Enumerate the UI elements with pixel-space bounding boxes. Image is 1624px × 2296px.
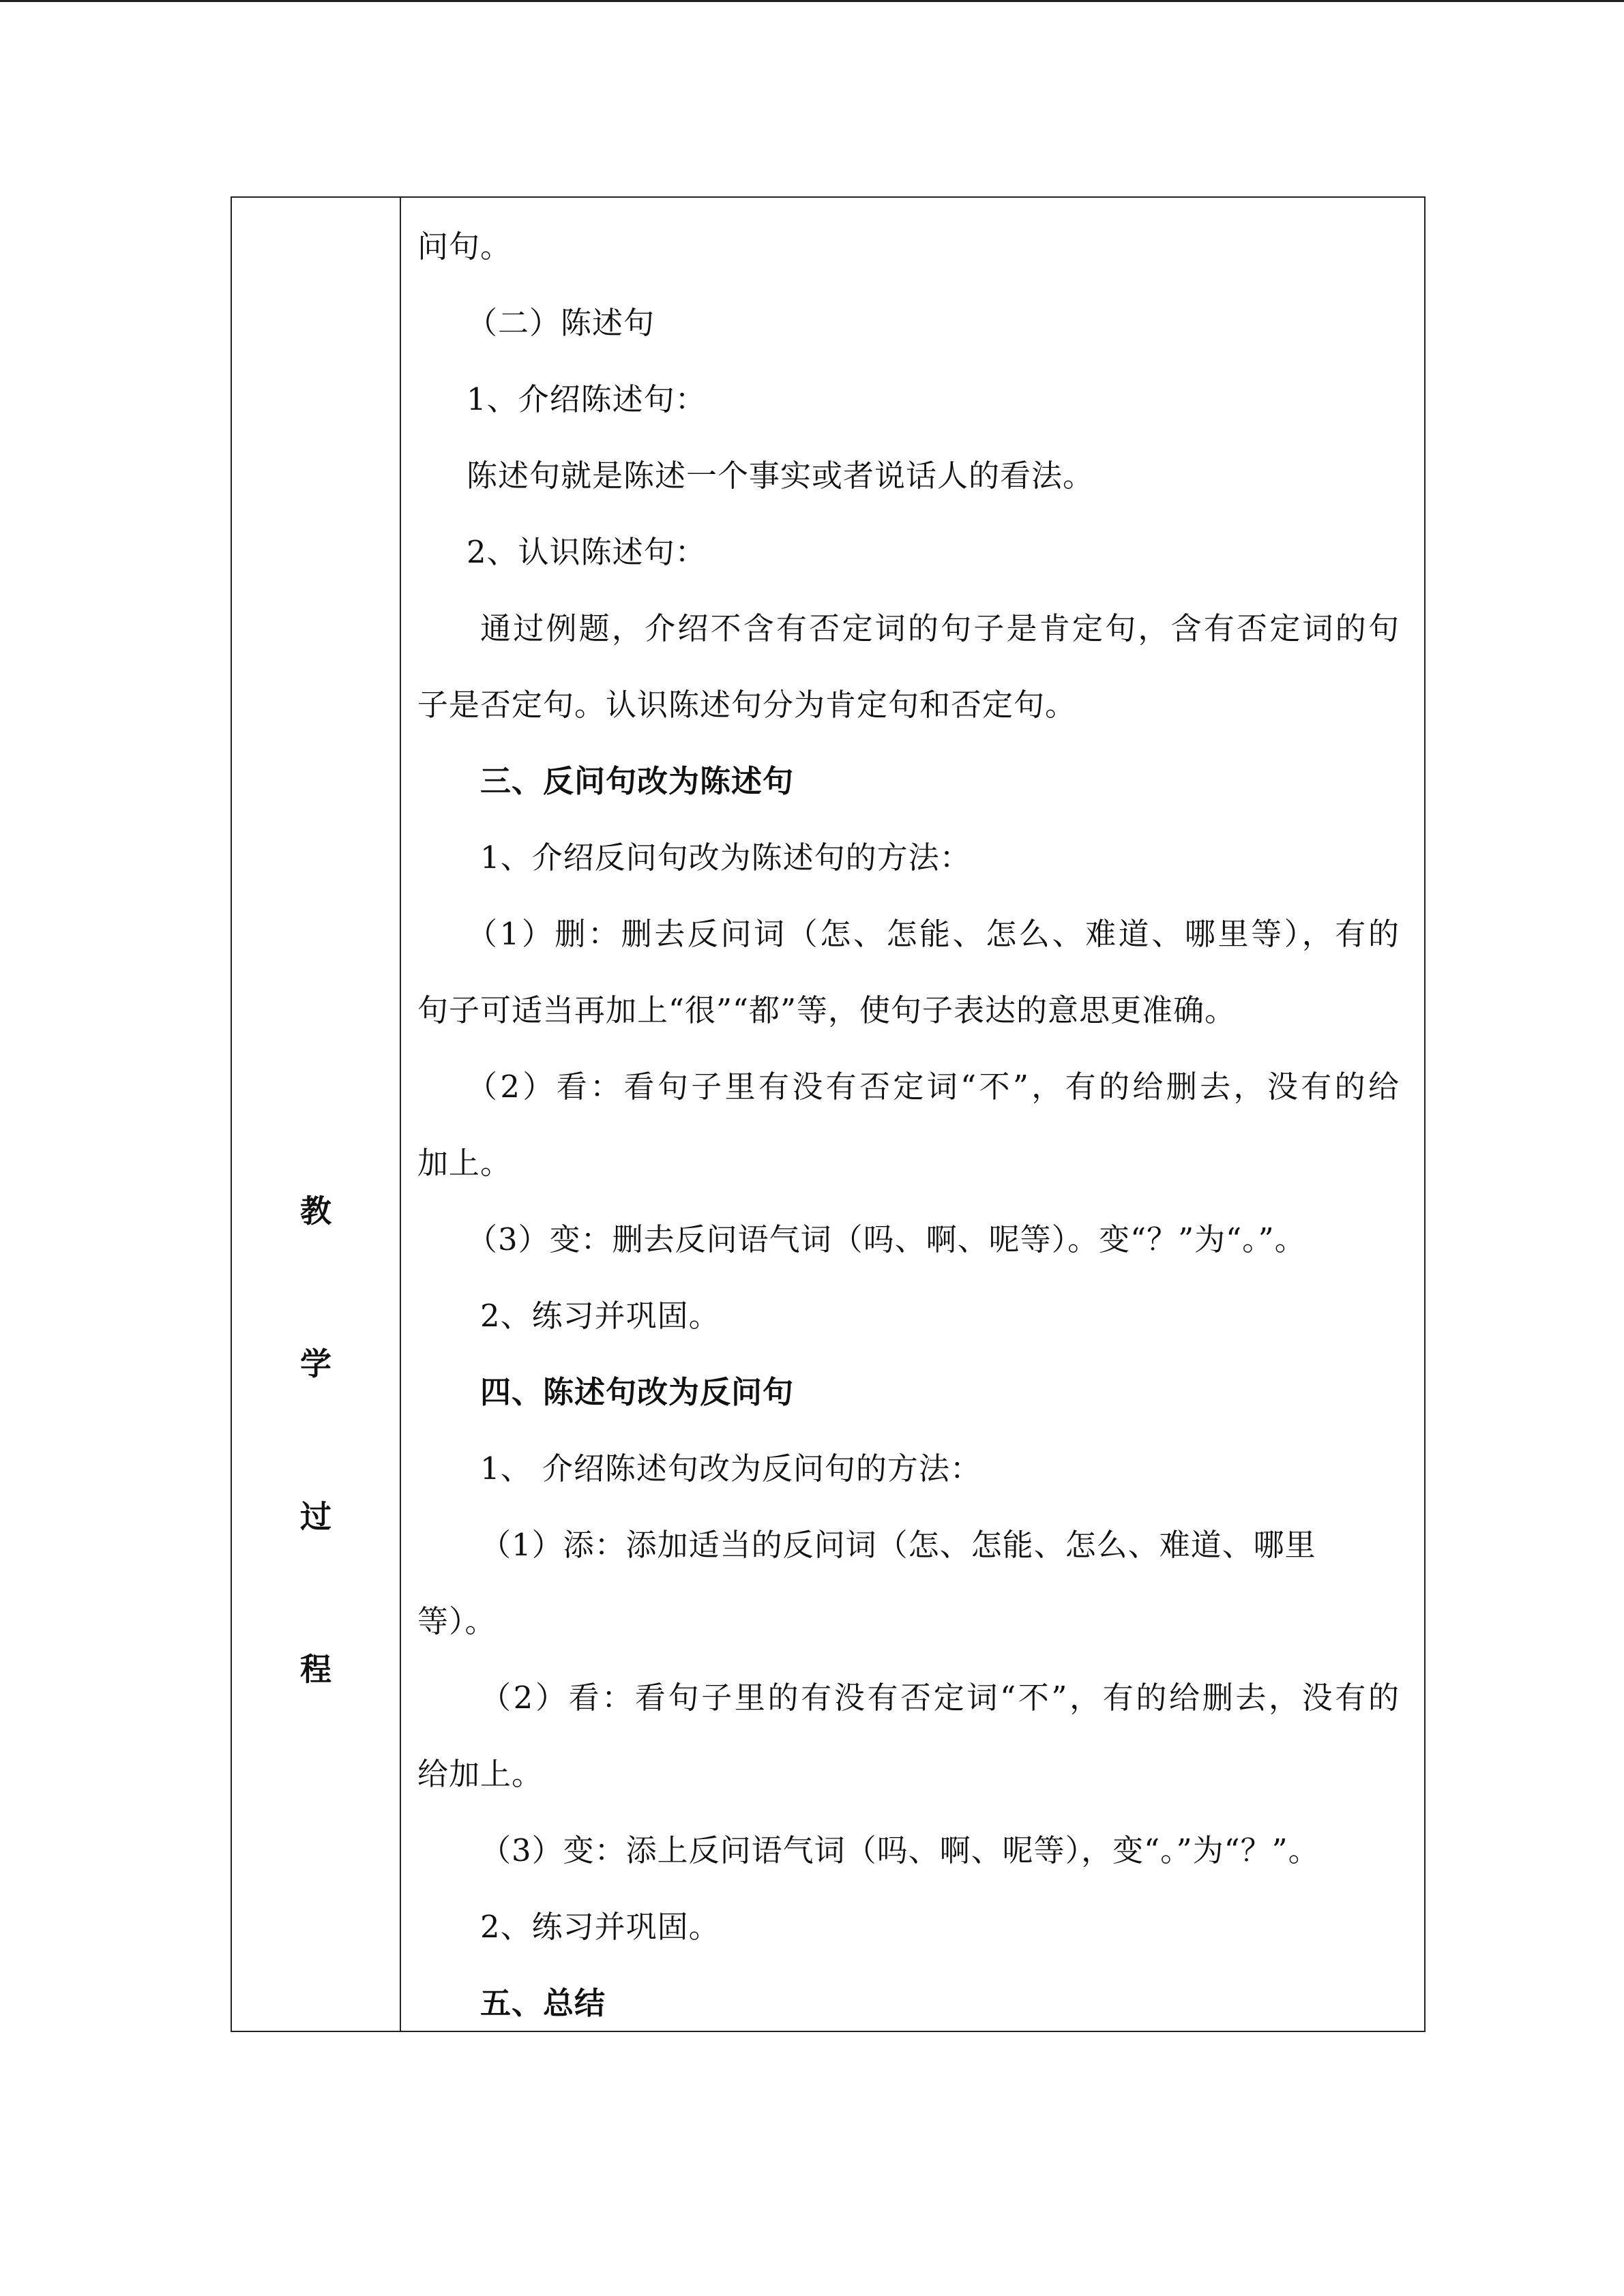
body-line: 2、认识陈述句：	[467, 534, 707, 570]
body-line: 通过例题，介绍不含有否定词的句子是肯定句，含有否定词的句	[480, 610, 1400, 646]
section-label-char: 程	[300, 1651, 331, 1688]
body-line: 1、 介绍陈述句改为反问句的方法：	[480, 1450, 981, 1487]
lesson-plan-table	[231, 196, 1426, 2032]
body-line: （1）添：添加适当的反问词（怎、怎能、怎么、难道、哪里	[480, 1527, 1316, 1563]
body-line: 2、练习并巩固。	[480, 1298, 720, 1334]
body-line: 问句。	[417, 228, 512, 265]
body-line: 给加上。	[417, 1756, 544, 1792]
body-line: 加上。	[417, 1145, 512, 1181]
section-heading: 四、陈述句改为反问句	[480, 1374, 795, 1410]
body-line: 陈述句就是陈述一个事实或者说话人的看法。	[467, 458, 1095, 494]
body-line: （3）变：添上反问语气词（吗、啊、呢等），变“。”为“？”。	[480, 1832, 1320, 1868]
page-top-rule	[0, 0, 1624, 2]
section-label-char: 教	[300, 1193, 331, 1229]
body-line: （2）看：看句子里有没有否定词“不”，有的给删去，没有的给	[467, 1069, 1400, 1105]
body-line: 句子可适当再加上“很”“都”等，使句子表达的意思更准确。	[417, 992, 1237, 1028]
body-line: 1、介绍反问句改为陈述句的方法：	[480, 839, 971, 876]
section-label-char: 过	[300, 1498, 331, 1535]
body-line: （二）陈述句	[467, 305, 655, 341]
body-line: （3）变：删去反问语气词（吗、啊、呢等）。变“？”为“。”。	[467, 1221, 1306, 1257]
body-line: （1）删：删去反问词（怎、怎能、怎么、难道、哪里等），有的	[467, 916, 1400, 952]
body-line: 1、介绍陈述句：	[467, 381, 707, 417]
body-line: 等）。	[417, 1603, 497, 1639]
section-heading: 五、总结	[480, 1985, 606, 2021]
section-heading: 三、反问句改为陈述句	[480, 763, 795, 799]
body-line: 2、练习并巩固。	[480, 1909, 720, 1945]
body-line: （2）看：看句子里的有没有否定词“不”，有的给删去，没有的	[480, 1680, 1400, 1716]
section-label-char: 学	[300, 1345, 331, 1382]
body-line: 子是否定句。认识陈述句分为肯定句和否定句。	[417, 687, 1077, 723]
content-cell	[401, 198, 1424, 2031]
section-label-cell	[232, 198, 401, 2031]
